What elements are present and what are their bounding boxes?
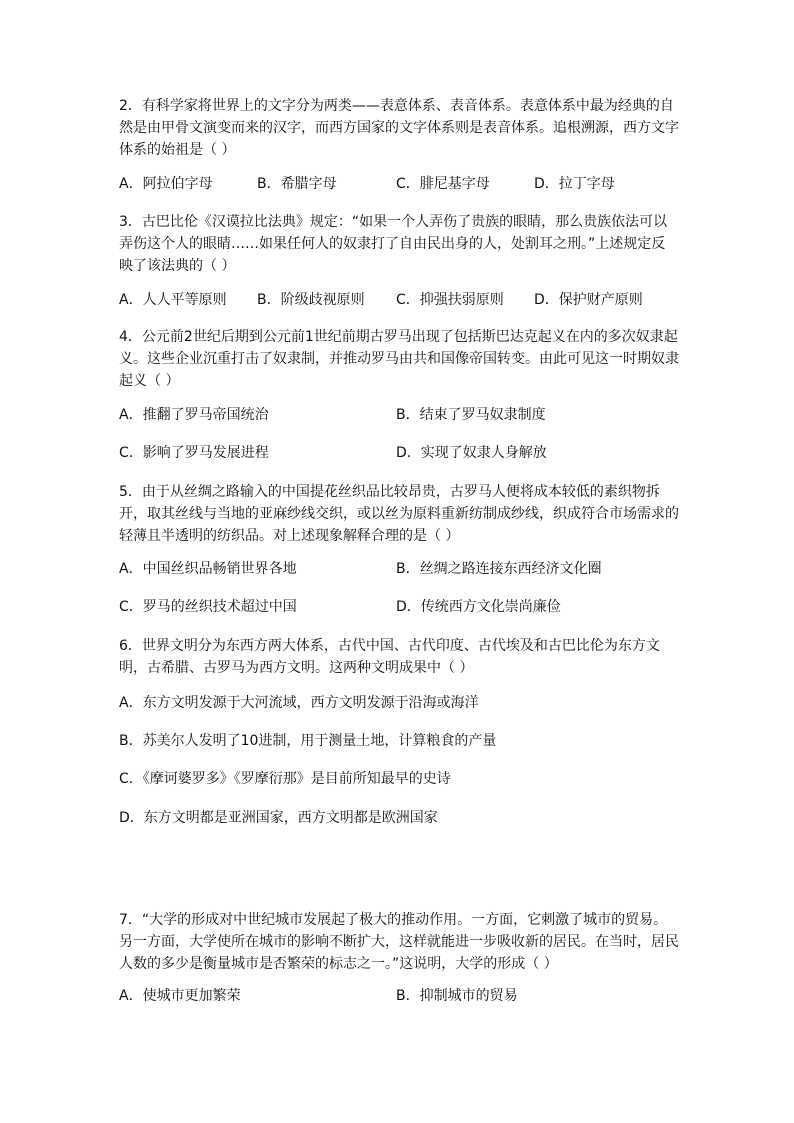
question-3-option-d[interactable]: D．保护财产原则 bbox=[534, 292, 643, 308]
question-2-option-c[interactable]: C．腓尼基字母 bbox=[396, 176, 490, 192]
question-6-stem: 6．世界文明分为东西方两大体系，古代中国、古代印度、古代埃及和古巴比伦为东方文明，古希腊、古罗马为西方文明。这两种文明成果中（ ） bbox=[119, 638, 660, 676]
question-4-option-c[interactable]: C．影响了罗马发展进程 bbox=[119, 445, 269, 461]
question-5-stem: 5．由于从丝绸之路输入的中国提花丝织品比较昂贵，古罗马人便将成本较低的素织物拆开，取其丝线与当地的亚麻纱线交织，或以丝为原料重新纺制成纱线，织成符合市场需求的轻薄且半透明的纺织品。对上述现象解释合理的是（ ） bbox=[119, 484, 679, 544]
question-7-option-b[interactable]: B．抑制城市的贸易 bbox=[396, 988, 518, 1004]
question-6-option-b[interactable]: B．苏美尔人发明了10进制，用于测量土地，计算粮食的产量 bbox=[119, 733, 497, 749]
question-2-option-a[interactable]: A．阿拉伯字母 bbox=[119, 176, 213, 192]
question-5-option-a[interactable]: A．中国丝织品畅销世界各地 bbox=[119, 561, 297, 577]
question-4-option-b[interactable]: B．结束了罗马奴隶制度 bbox=[396, 407, 546, 423]
question-3-stem: 3．古巴比伦《汉谟拉比法典》规定：“如果一个人弄伤了贵族的眼睛，那么贵族依法可以弄伤这个人的眼睛……如果任何人的奴隶打了自由民出身的人，处割耳之刑。”上述规定反映了该法典的（ ） bbox=[119, 214, 668, 274]
question-6-option-a[interactable]: A．东方文明发源于大河流域，西方文明发源于沿海或海洋 bbox=[119, 695, 479, 711]
question-7-option-a[interactable]: A．使城市更加繁荣 bbox=[119, 988, 241, 1004]
question-3-option-a[interactable]: A．人人平等原则 bbox=[119, 292, 227, 308]
question-5-option-d[interactable]: D．传统西方文化崇尚廉俭 bbox=[396, 599, 561, 615]
question-3-option-b[interactable]: B．阶级歧视原则 bbox=[257, 292, 365, 308]
question-3-option-c[interactable]: C．抑强扶弱原则 bbox=[396, 292, 504, 308]
question-4-stem: 4．公元前2世纪后期到公元前1世纪前期古罗马出现了包括斯巴达克起义在内的多次奴隶起义。这些企业沉重打击了奴隶制，并推动罗马由共和国像帝国转变。由此可见这一时期奴隶起义（ ） bbox=[119, 329, 679, 389]
question-6-option-d[interactable]: D．东方文明都是亚洲国家，西方文明都是欧洲国家 bbox=[119, 810, 438, 826]
question-2-stem: 2．有科学家将世界上的文字分为两类——表意体系、表音体系。表意体系中最为经典的自然是由甲骨文演变而来的汉字，而西方国家的文字体系则是表音体系。追根溯源，西方文字体系的始祖是（ ） bbox=[119, 98, 679, 158]
question-6-option-c[interactable]: C．《摩诃婆罗多》《罗摩衍那》是目前所知最早的史诗 bbox=[119, 771, 451, 787]
question-5-option-c[interactable]: C．罗马的丝织技术超过中国 bbox=[119, 599, 297, 615]
question-4-option-d[interactable]: D．实现了奴隶人身解放 bbox=[396, 445, 547, 461]
question-5-option-b[interactable]: B．丝绸之路连接东西经济文化圈 bbox=[396, 561, 602, 577]
question-2-option-b[interactable]: B．希腊字母 bbox=[257, 176, 337, 192]
question-4-option-a[interactable]: A．推翻了罗马帝国统治 bbox=[119, 407, 269, 423]
question-7-stem: 7．“大学的形成对中世纪城市发展起了极大的推动作用。一方面，它刺激了城市的贸易。另一方面，大学使所在城市的影响不断扩大，这样就能进一步吸收新的居民。在当时，居民人数的多少是衡量城市是否繁荣的标志之一。”这说明，大学的形成（ ） bbox=[119, 912, 679, 972]
question-2-option-d[interactable]: D．拉丁字母 bbox=[534, 176, 615, 192]
